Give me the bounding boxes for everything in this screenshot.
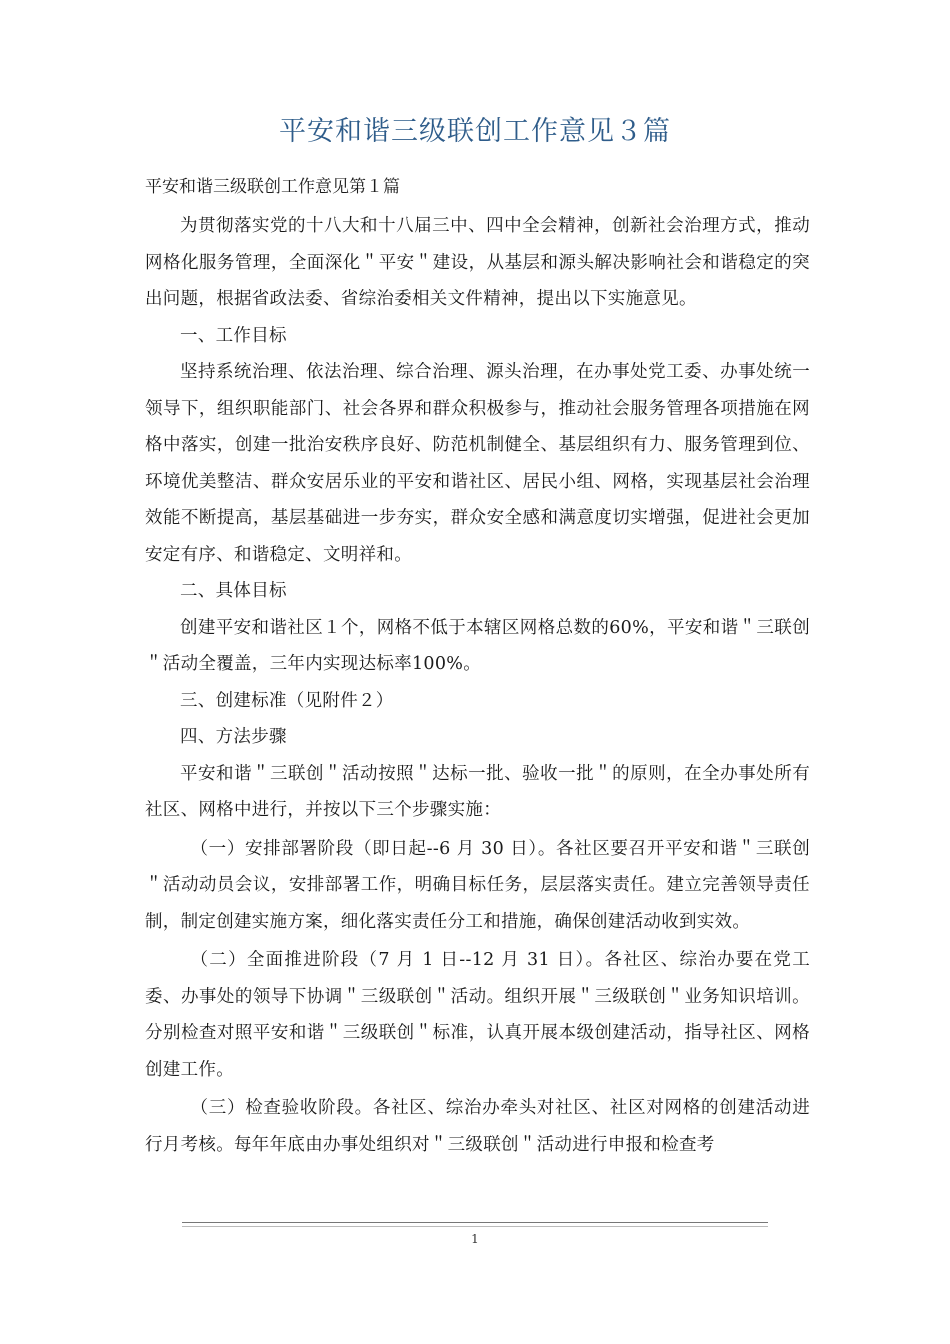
document-title: 平安和谐三级联创工作意见３篇 [279, 116, 671, 147]
paragraph-step-three: （三）检查验收阶段。各社区、综治办牵头对社区、社区对网格的创建活动进行月考核。每年年底由办事处组织对＂三级联创＂活动进行申报和检查考 [145, 1098, 810, 1155]
page-number: 1 [471, 1232, 479, 1246]
paragraph-step-two: （二）全面推进阶段（7 月 1 日--12 月 31 日）。各社区、综治办要在党工委、办事处的领导下协调＂三级联创＂活动。组织开展＂三级联创＂业务知识培训。分别检查对照平安和谐＂三级联创＂标准，认真开展本级创建活动，指导社区、网格创建工作。 [145, 950, 810, 1080]
heading-work-goals: 一、工作目标 [180, 325, 287, 346]
paragraph-specific-goals: 创建平安和谐社区１个，网格不低于本辖区网格总数的60%，平安和谐＂三联创＂活动全覆盖，三年内实现达标率100%。 [145, 617, 810, 674]
paragraph-step-one: （一）安排部署阶段（即日起--6 月 30 日）。各社区要召开平安和谐＂三联创＂活动动员会议，安排部署工作，明确目标任务，层层落实责任。建立完善领导责任制，制定创建实施方案，细化落实责任分工和措施，确保创建活动收到实效。 [145, 838, 810, 932]
footer-divider [182, 1222, 768, 1227]
document-body [145, 174, 810, 1163]
paragraph-methods: 平安和谐＂三联创＂活动按照＂达标一批、验收一批＂的原则，在全办事处所有社区、网格中进行，并按以下三个步骤实施： [145, 763, 810, 820]
paragraph-work-goals: 坚持系统治理、依法治理、综合治理、源头治理，在办事处党工委、办事处统一领导下，组织职能部门、社会各界和群众积极参与，推动社会服务管理各项措施在网格中落实，创建一批治安秩序良好、防范机制健全、基层组织有力、服务管理到位、环境优美整洁、群众安居乐业的平安和谐社区、居民小组、网格，实现基层社会治理效能不断提高，基层基础进一步夯实，群众安全感和满意度切实增强，促进社会更加安定有序、和谐稳定、文明祥和。 [145, 362, 810, 565]
section-subtitle: 平安和谐三级联创工作意见第１篇 [145, 177, 400, 197]
heading-standards: 三、创建标准（见附件２） [180, 690, 394, 711]
paragraph-intro: 为贯彻落实党的十八大和十八届三中、四中全会精神，创新社会治理方式，推动网格化服务管理，全面深化＂平安＂建设，从基层和源头解决影响社会和谐稳定的突出问题，根据省政法委、省综治委相关文件精神，提出以下实施意见。 [145, 216, 810, 309]
heading-methods: 四、方法步骤 [180, 727, 287, 747]
heading-specific-goals: 二、具体目标 [180, 581, 287, 601]
